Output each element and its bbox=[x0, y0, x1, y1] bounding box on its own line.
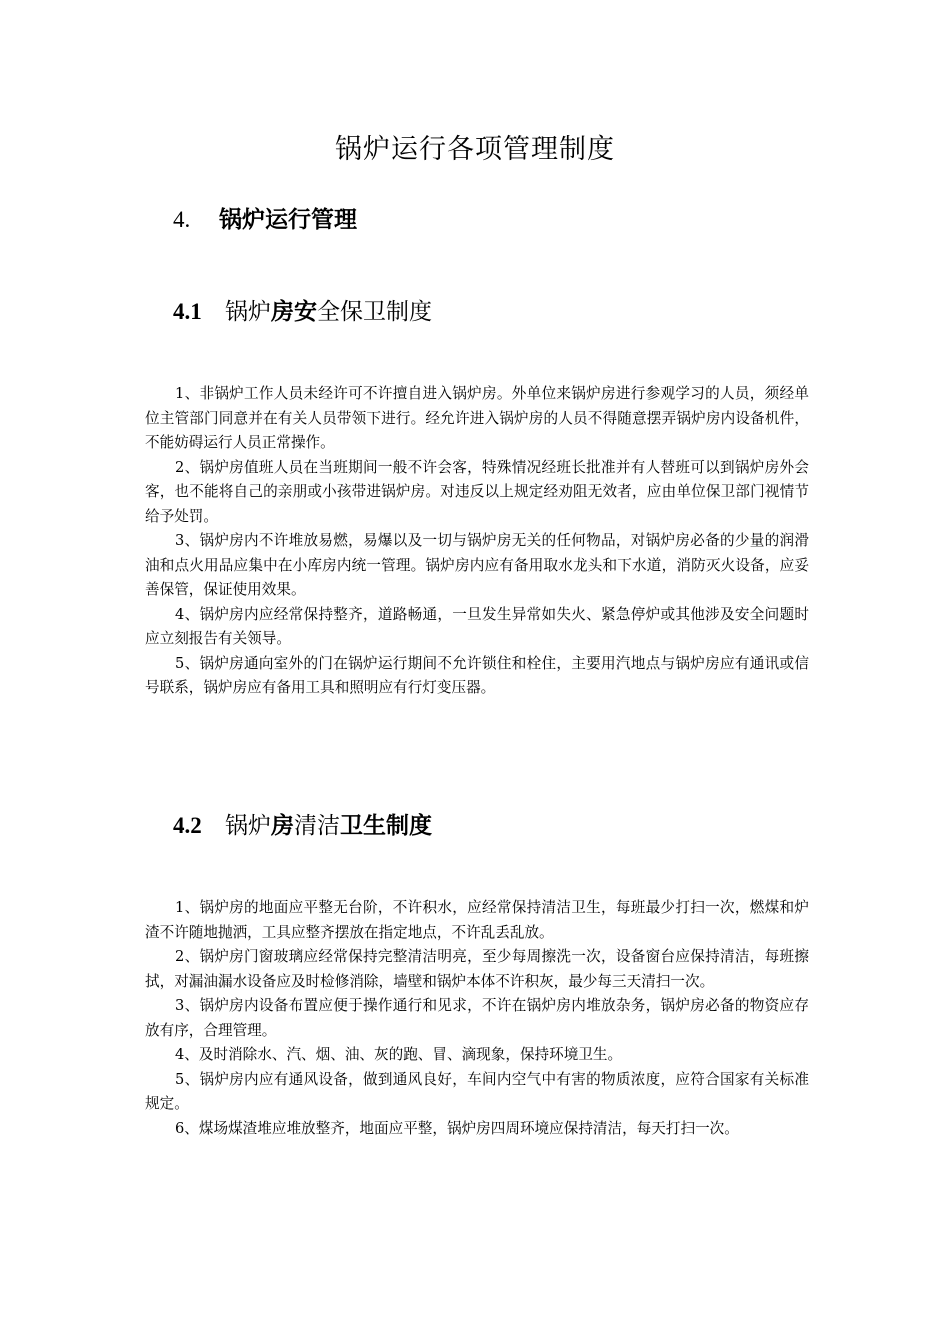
paragraph: 4、锅炉房内应经常保持整齐，道路畅通，一旦发生异常如失火、紧急停炉或其他涉及安全问题时应立刻报告有关领导。 bbox=[145, 605, 809, 647]
section-title-part: 锅炉 bbox=[225, 813, 271, 839]
chapter-title: 锅炉运行管理 bbox=[219, 207, 357, 233]
chapter-heading bbox=[173, 204, 357, 236]
paragraph: 1、锅炉房的地面应平整无台阶，不许积水，应经常保持清洁卫生，每班最少打扫一次，燃煤和炉渣不许随地抛洒，工具应整齐摆放在指定地点，不许乱丢乱放。 bbox=[145, 899, 809, 941]
section-number: 4.1 bbox=[173, 299, 202, 324]
paragraph: 3、锅炉房内不许堆放易燃，易爆以及一切与锅炉房无关的任何物品，对锅炉房必备的少量的润滑油和点火用品应集中在小库房内统一管理。锅炉房内应有备用取水龙头和下水道，消防灭火设备，应妥善保管，保证使用效果。 bbox=[145, 532, 809, 598]
paragraph: 2、锅炉房门窗玻璃应经常保持完整清洁明亮，至少每周擦洗一次，设备窗台应保持清洁，每班擦拭，对漏油漏水设备应及时检修消除，墙壁和锅炉本体不许积灰，最少每三天清扫一次。 bbox=[145, 948, 809, 990]
section-title-part: 锅炉 bbox=[225, 299, 271, 325]
section-title-part: 卫生制度 bbox=[340, 813, 432, 839]
section-body-4-2 bbox=[145, 896, 809, 1141]
section-title-part: 全保卫制度 bbox=[317, 299, 432, 325]
paragraph: 2、锅炉房值班人员在当班期间一般不许会客，特殊情况经班长批准并有人替班可以到锅炉房外会客，也不能将自己的亲朋或小孩带进锅炉房。对违反以上规定经劝阻无效者，应由单位保卫部门视情节给予处罚。 bbox=[145, 458, 809, 525]
section-body-4-1 bbox=[145, 382, 809, 701]
paragraph: 3、锅炉房内设备布置应便于操作通行和见求，不许在锅炉房内堆放杂务，锅炉房必备的物资应存放有序，合理管理。 bbox=[145, 997, 809, 1039]
document-title: 锅炉运行各项管理制度 bbox=[335, 134, 615, 165]
chapter-number: 4. bbox=[173, 207, 191, 232]
section-heading-4-2 bbox=[173, 810, 432, 842]
section-title-part: 房 bbox=[271, 813, 294, 839]
paragraph: 4、及时消除水、汽、烟、油、灰的跑、冒、滴现象，保持环境卫生。 bbox=[175, 1046, 623, 1063]
section-title-part: 清洁 bbox=[294, 813, 340, 839]
paragraph: 1、非锅炉工作人员未经许可不许擅自进入锅炉房。外单位来锅炉房进行参观学习的人员，须经单位主管部门同意并在有关人员带领下进行。经允许进入锅炉房的人员不得随意摆弄锅炉房内设备机件，不能妨碍运行人员正常操作。 bbox=[145, 385, 809, 451]
paragraph: 5、锅炉房通向室外的门在锅炉运行期间不允许锁住和栓住，主要用汽地点与锅炉房应有通讯或信号联系，锅炉房应有备用工具和照明应有行灯变压器。 bbox=[145, 654, 809, 696]
section-heading-4-1 bbox=[173, 296, 432, 328]
paragraph: 6、煤场煤渣堆应堆放整齐，地面应平整，锅炉房四周环境应保持清洁，每天打扫一次。 bbox=[175, 1119, 739, 1137]
section-number: 4.2 bbox=[173, 813, 202, 838]
section-title-part: 房安 bbox=[271, 299, 317, 325]
paragraph: 5、锅炉房内应有通风设备，做到通风良好，车间内空气中有害的物质浓度，应符合国家有关标准规定。 bbox=[145, 1070, 809, 1112]
